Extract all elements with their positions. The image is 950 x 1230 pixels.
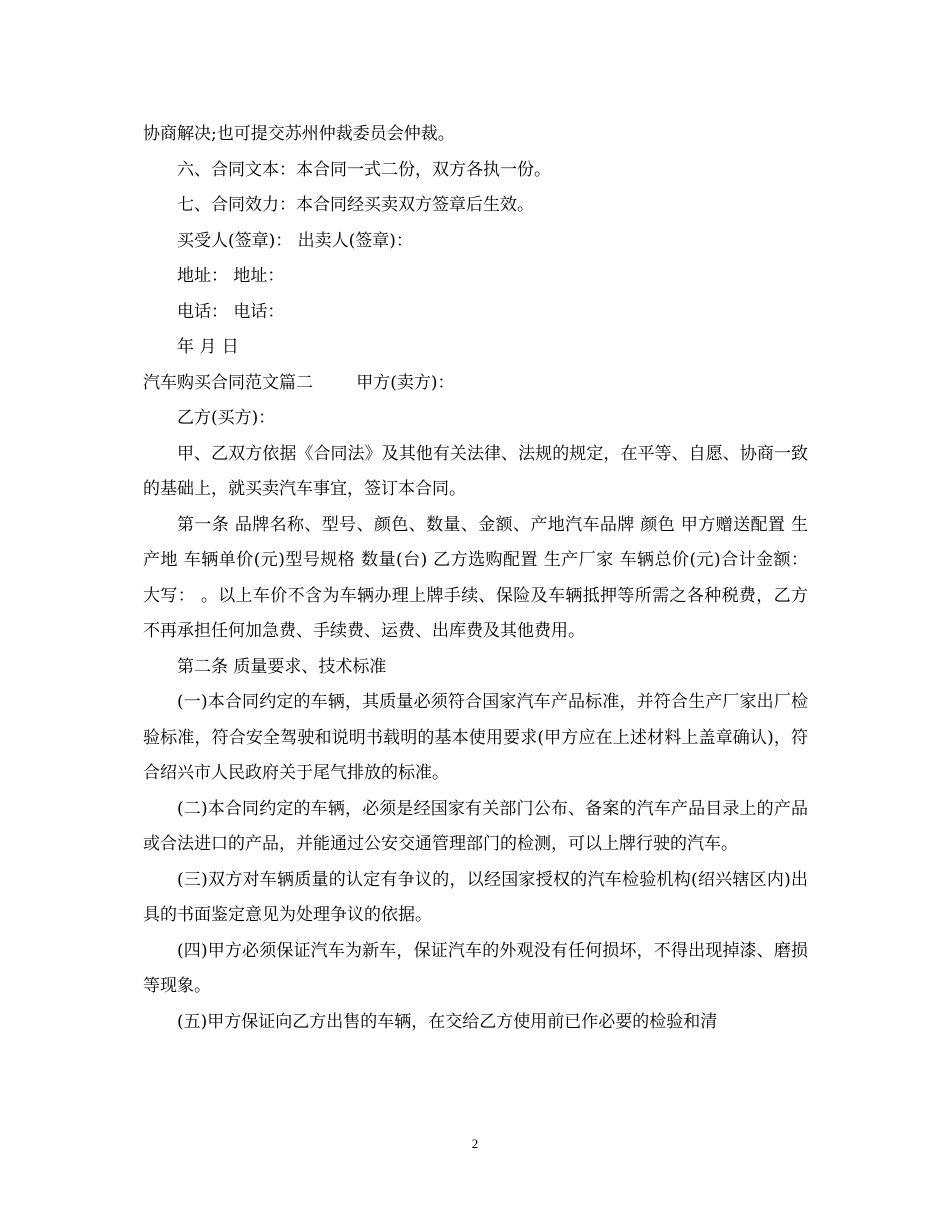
page-number: 2 bbox=[471, 1136, 479, 1151]
paragraph: 乙方(买方)： bbox=[177, 408, 276, 428]
paragraph: (一)本合同约定的车辆，其质量必须符合国家汽车产品标准，并符合生产厂家出厂检验标准，符合安全驾驶和说明书载明的基本使用要求(甲方应在上述材料上盖章确认)，符合绍兴市人民政府关于尾气排放的标准。 bbox=[143, 692, 808, 783]
paragraph: (二)本合同约定的车辆，必须是经国家有关部门公布、备案的汽车产品目录上的产品或合法进口的产品，并能通过公安交通管理部门的检测，可以上牌行驶的汽车。 bbox=[143, 798, 808, 854]
paragraph: 电话： 电话： bbox=[177, 301, 285, 322]
paragraph: 甲、乙双方依据《合同法》及其他有关法律、法规的规定，在平等、自愿、协商一致的基础上，就买卖汽车事宜，签订本合同。 bbox=[143, 443, 808, 499]
paragraph: 六、合同文本：本合同一式二份，双方各执一份。 bbox=[177, 159, 551, 180]
paragraph: 汽车购买合同范文篇二 甲方(卖方)： bbox=[143, 372, 455, 393]
paragraph: (五)甲方保证向乙方出售的车辆，在交给乙方使用前已作必要的检验和清 bbox=[177, 1011, 718, 1032]
document-body bbox=[143, 117, 814, 1040]
paragraph: 第一条 品牌名称、型号、颜色、数量、金额、产地汽车品牌 颜色 甲方赠送配置 生产地 车辆单价(元)型号规格 数量(台) 乙方选购配置 生产厂家 车辆总价(元)合计金额： 大写： 。以上车价不含为车辆办理上牌手续、保险及车辆抵押等所需之各种税费，乙方不再承担任何加急费、手续费、运费、出库费及其他费用。 bbox=[143, 514, 814, 641]
paragraph: 协商解决;也可提交苏州仲裁委员会仲裁。 bbox=[143, 124, 455, 144]
paragraph: 第二条 质量要求、技术标准 bbox=[177, 656, 387, 677]
paragraph: (四)甲方必须保证汽车为新车，保证汽车的外观没有任何损坏，不得出现掉漆、磨损等现象。 bbox=[143, 940, 808, 996]
paragraph: 地址： 地址： bbox=[177, 266, 285, 286]
paragraph: 买受人(签章)： 出卖人(签章)： bbox=[177, 230, 413, 251]
paragraph: (三)双方对车辆质量的认定有争议的，以经国家授权的汽车检验机构(绍兴辖区内)出具的书面鉴定意见为处理争议的依据。 bbox=[143, 869, 808, 925]
paragraph: 年 月 日 bbox=[177, 337, 239, 357]
paragraph: 七、合同效力：本合同经买卖双方签章后生效。 bbox=[177, 195, 534, 215]
